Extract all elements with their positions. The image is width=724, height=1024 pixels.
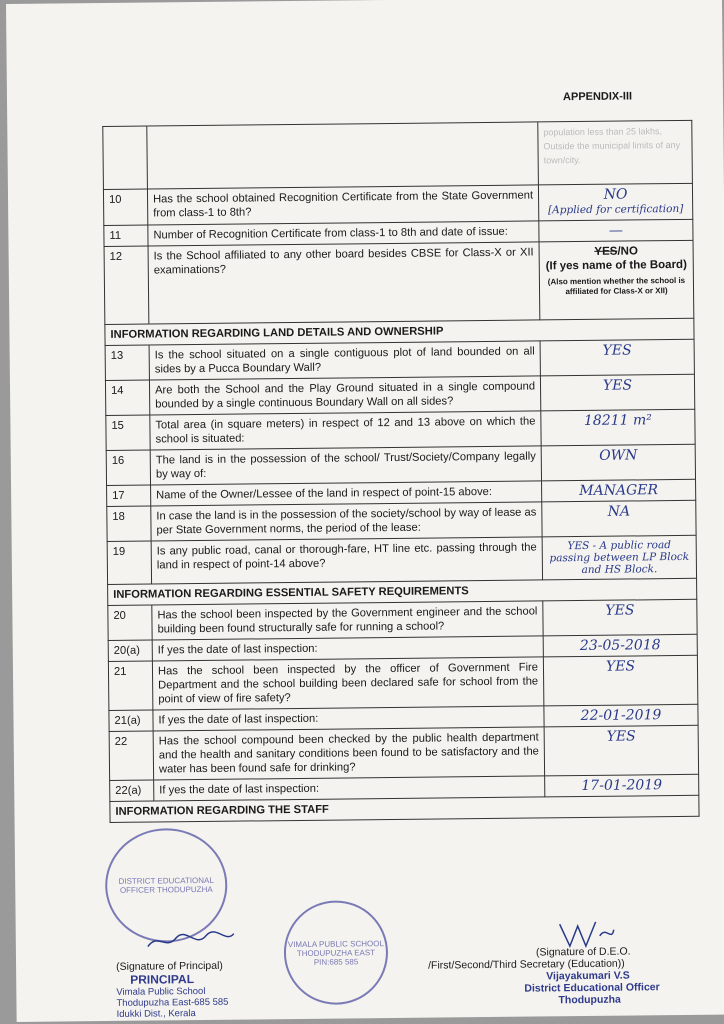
table-row: 21(a) If yes the date of last inspection: 22-01-2019	[109, 704, 698, 731]
table-row: 15 Total area (in square meters) in respect of 12 and 13 above on which the school is situated: 18211 m²	[106, 409, 695, 450]
section-heading: INFORMATION REGARDING ESSENTIAL SAFETY REQUIREMENTS	[108, 578, 697, 605]
faded-answer: population less than 25 lakhs, Outside the municipal limits of any town/city.	[538, 120, 693, 185]
principal-signature	[146, 928, 236, 953]
table-row: 18 In case the land is in the possession of the society/school by way of lease as per State Government norms, the period of the lease: NA	[107, 500, 696, 541]
appendix-label: APPENDIX-III	[562, 90, 633, 104]
table-row	[103, 120, 693, 189]
table-row: 11 Number of Recognition Certificate from class-1 to 8th and date of issue: —	[104, 219, 693, 246]
section-heading: INFORMATION REGARDING LAND DETAILS AND OWNERSHIP	[105, 318, 694, 345]
table-row: 21 Has the school been inspected by the officer of Government Fire Department and the school building been declared safe for school from the point of view of fire safety? YES	[108, 655, 697, 710]
table-row: 16 The land is in the possession of the school/ Trust/Society/Company legally by way of: OWN	[106, 444, 695, 485]
table-row: 12 Is the School affiliated to any other board besides CBSE for Class-X or XII examinations? YES/NO (If yes name of the Board) (Also mention whether the school is affiliated for Class-X or XII)	[104, 240, 694, 324]
deo-signature-block: (Signature of D.E.O. /First/Second/Third Secretary (Education)) Vijayakumari V.S District Educational Officer Thodupuzha	[428, 945, 660, 1007]
table-row: 19 Is any public road, canal or thorough-fare, HT line etc. passing through the land in respect of point-14 above? YES - A public road passing between LP Block and HS Block.	[107, 535, 696, 584]
table-row: 10 Has the school obtained Recognition Certificate from the State Government from class-1 to 8th? NO [Applied for certification]	[103, 183, 692, 225]
table-row: 17 Name of the Owner/Lessee of the land in respect of point-15 above: MANAGER	[107, 479, 696, 506]
table-row: 20 Has the school been inspected by the Government engineer and the school building been found structurally safe for running a school? YES	[108, 599, 697, 640]
principal-signature-block: (Signature of Principal) PRINCIPAL Vimala Public School Thodupuzha East-685 585 Idukki Dist., Kerala	[116, 959, 229, 1020]
table-row: 20(a) If yes the date of last inspection: 23-05-2018	[108, 634, 697, 661]
document-page	[6, 0, 724, 1022]
section-heading: INFORMATION REGARDING THE STAFF	[110, 795, 699, 822]
table-row: 22 Has the school compound been checked by the public health department and the health and sanitary conditions been found to be satisfactory and the water has been found safe for drinking? YES	[109, 725, 698, 780]
table-row: 14 Are both the School and the Play Ground situated in a single compound bounded by a single continuous Boundary Wall on all sides? YES	[105, 374, 694, 415]
table-row: 13 Is the school situated on a single contiguous plot of land bounded on all sides by a Pucca Boundary Wall? YES	[105, 339, 694, 380]
deo-office-stamp: DISTRICT EDUCATIONAL OFFICER THODUPUZHA	[105, 828, 228, 943]
school-seal-stamp: VIMALA PUBLIC SCHOOL THODUPUZHA EAST PIN:685 585	[283, 900, 388, 1005]
form-table	[102, 120, 699, 823]
table-row: 22(a) If yes the date of last inspection: 17-01-2019	[110, 774, 699, 801]
